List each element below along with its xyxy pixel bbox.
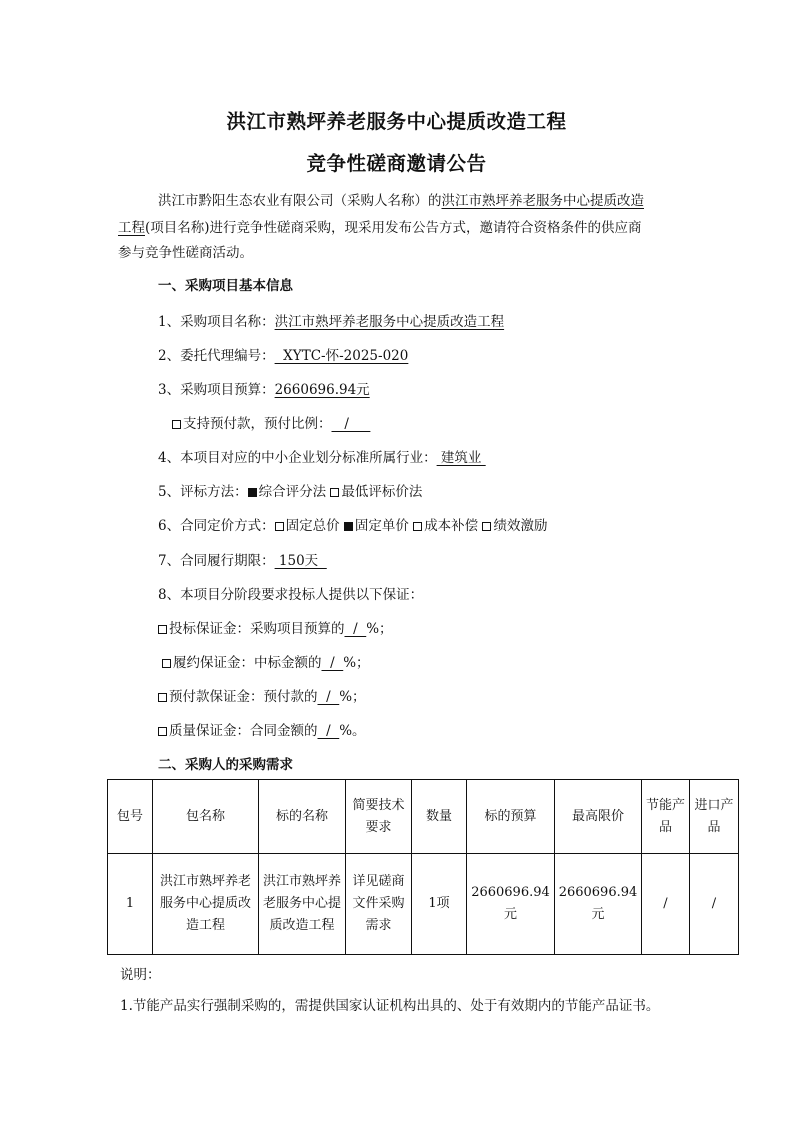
table-row [108, 854, 739, 955]
guarantee-quality: 质量保证金：合同金额的 / %。 [158, 722, 366, 740]
header-cell: 数量 [412, 780, 467, 854]
table-cell: 2660696.94元 [555, 854, 642, 955]
guarantee-prepayment: 预付款保证金：预付款的 / %； [158, 688, 366, 706]
table-cell: / [690, 854, 739, 955]
item-contract-period: 7、合同履行期限： 150天 [158, 553, 327, 569]
checkbox-icon [158, 625, 167, 634]
table-cell: 洪江市熟坪养老服务中心提质改造工程 [153, 854, 259, 955]
project-name-inline: 洪江市熟坪养老服务中心提质改造 [441, 193, 644, 209]
purchaser-name: 洪江市黔阳生态农业有限公司 [158, 193, 334, 209]
table-cell: 1 [108, 854, 153, 955]
intro-line-1: 洪江市黔阳生态农业有限公司（采购人名称）的洪江市熟坪养老服务中心提质改造 [158, 193, 644, 209]
guarantee-performance: 履约保证金：中标金额的 / %； [162, 654, 370, 672]
header-cell: 节能产品 [642, 780, 690, 854]
guarantee-bid: 投标保证金：采购项目预算的 / %； [158, 620, 393, 638]
header-cell: 进口产品 [690, 780, 739, 854]
checkbox-icon [275, 522, 284, 531]
table-cell: 1项 [412, 854, 467, 955]
table-cell: 洪江市熟坪养老服务中心提质改造工程 [259, 854, 346, 955]
item-budget: 3、采购项目预算：2660696.94元 [158, 382, 370, 398]
checkbox-icon [158, 727, 167, 736]
header-cell: 标的名称 [259, 780, 346, 854]
checked-box-icon [344, 522, 353, 531]
checkbox-icon [162, 659, 171, 668]
item-agency-number: 2、委托代理编号： XYTC-怀-2025-020 [158, 348, 409, 364]
item-evaluation-method: 5、评标方法： 综合评分法 最低评标价法 [158, 484, 423, 500]
checkbox-icon [172, 420, 181, 429]
section-2-heading: 二、采购人的采购需求 [158, 757, 293, 773]
checked-box-icon [248, 488, 257, 497]
header-cell: 简要技术要求 [346, 780, 412, 854]
header-cell: 包名称 [153, 780, 259, 854]
document-subtitle: 竞争性磋商邀请公告 [306, 152, 487, 175]
item-guarantees: 8、本项目分阶段要求投标人提供以下保证： [158, 587, 424, 603]
checkbox-icon [413, 522, 422, 531]
table-cell: 详见磋商文件采购需求 [346, 854, 412, 955]
table-cell: 2660696.94元 [467, 854, 555, 955]
item-pricing-method: 6、合同定价方式： 固定总价 固定单价 成本补偿 绩效激励 [158, 518, 548, 534]
note-item-1: 1.节能产品实行强制采购的，需提供国家认证机构出具的、处于有效期内的节能产品证书。 [120, 998, 660, 1014]
intro-line-3: 参与竞争性磋商活动。 [118, 245, 253, 261]
header-cell: 最高限价 [555, 780, 642, 854]
table-header-row [108, 780, 739, 854]
item-prepayment: 支持预付款，预付比例： / [172, 415, 370, 433]
checkbox-icon [482, 522, 491, 531]
procurement-requirements-table [107, 779, 739, 955]
table-cell: / [642, 854, 690, 955]
item-industry: 4、本项目对应的中小企业划分标准所属行业： 建筑业 [158, 450, 486, 466]
header-cell: 标的预算 [467, 780, 555, 854]
intro-line-2: 工程(项目名称)进行竞争性磋商采购，现采用发布公告方式，邀请符合资格条件的供应商 [118, 220, 642, 236]
item-project-name: 1、采购项目名称：洪江市熟坪养老服务中心提质改造工程 [158, 314, 505, 330]
notes-heading: 说明： [120, 967, 161, 983]
section-1-heading: 一、采购项目基本信息 [158, 278, 293, 294]
document-title: 洪江市熟坪养老服务中心提质改造工程 [226, 110, 567, 133]
header-cell: 包号 [108, 780, 153, 854]
checkbox-icon [158, 693, 167, 702]
checkbox-icon [330, 488, 339, 497]
